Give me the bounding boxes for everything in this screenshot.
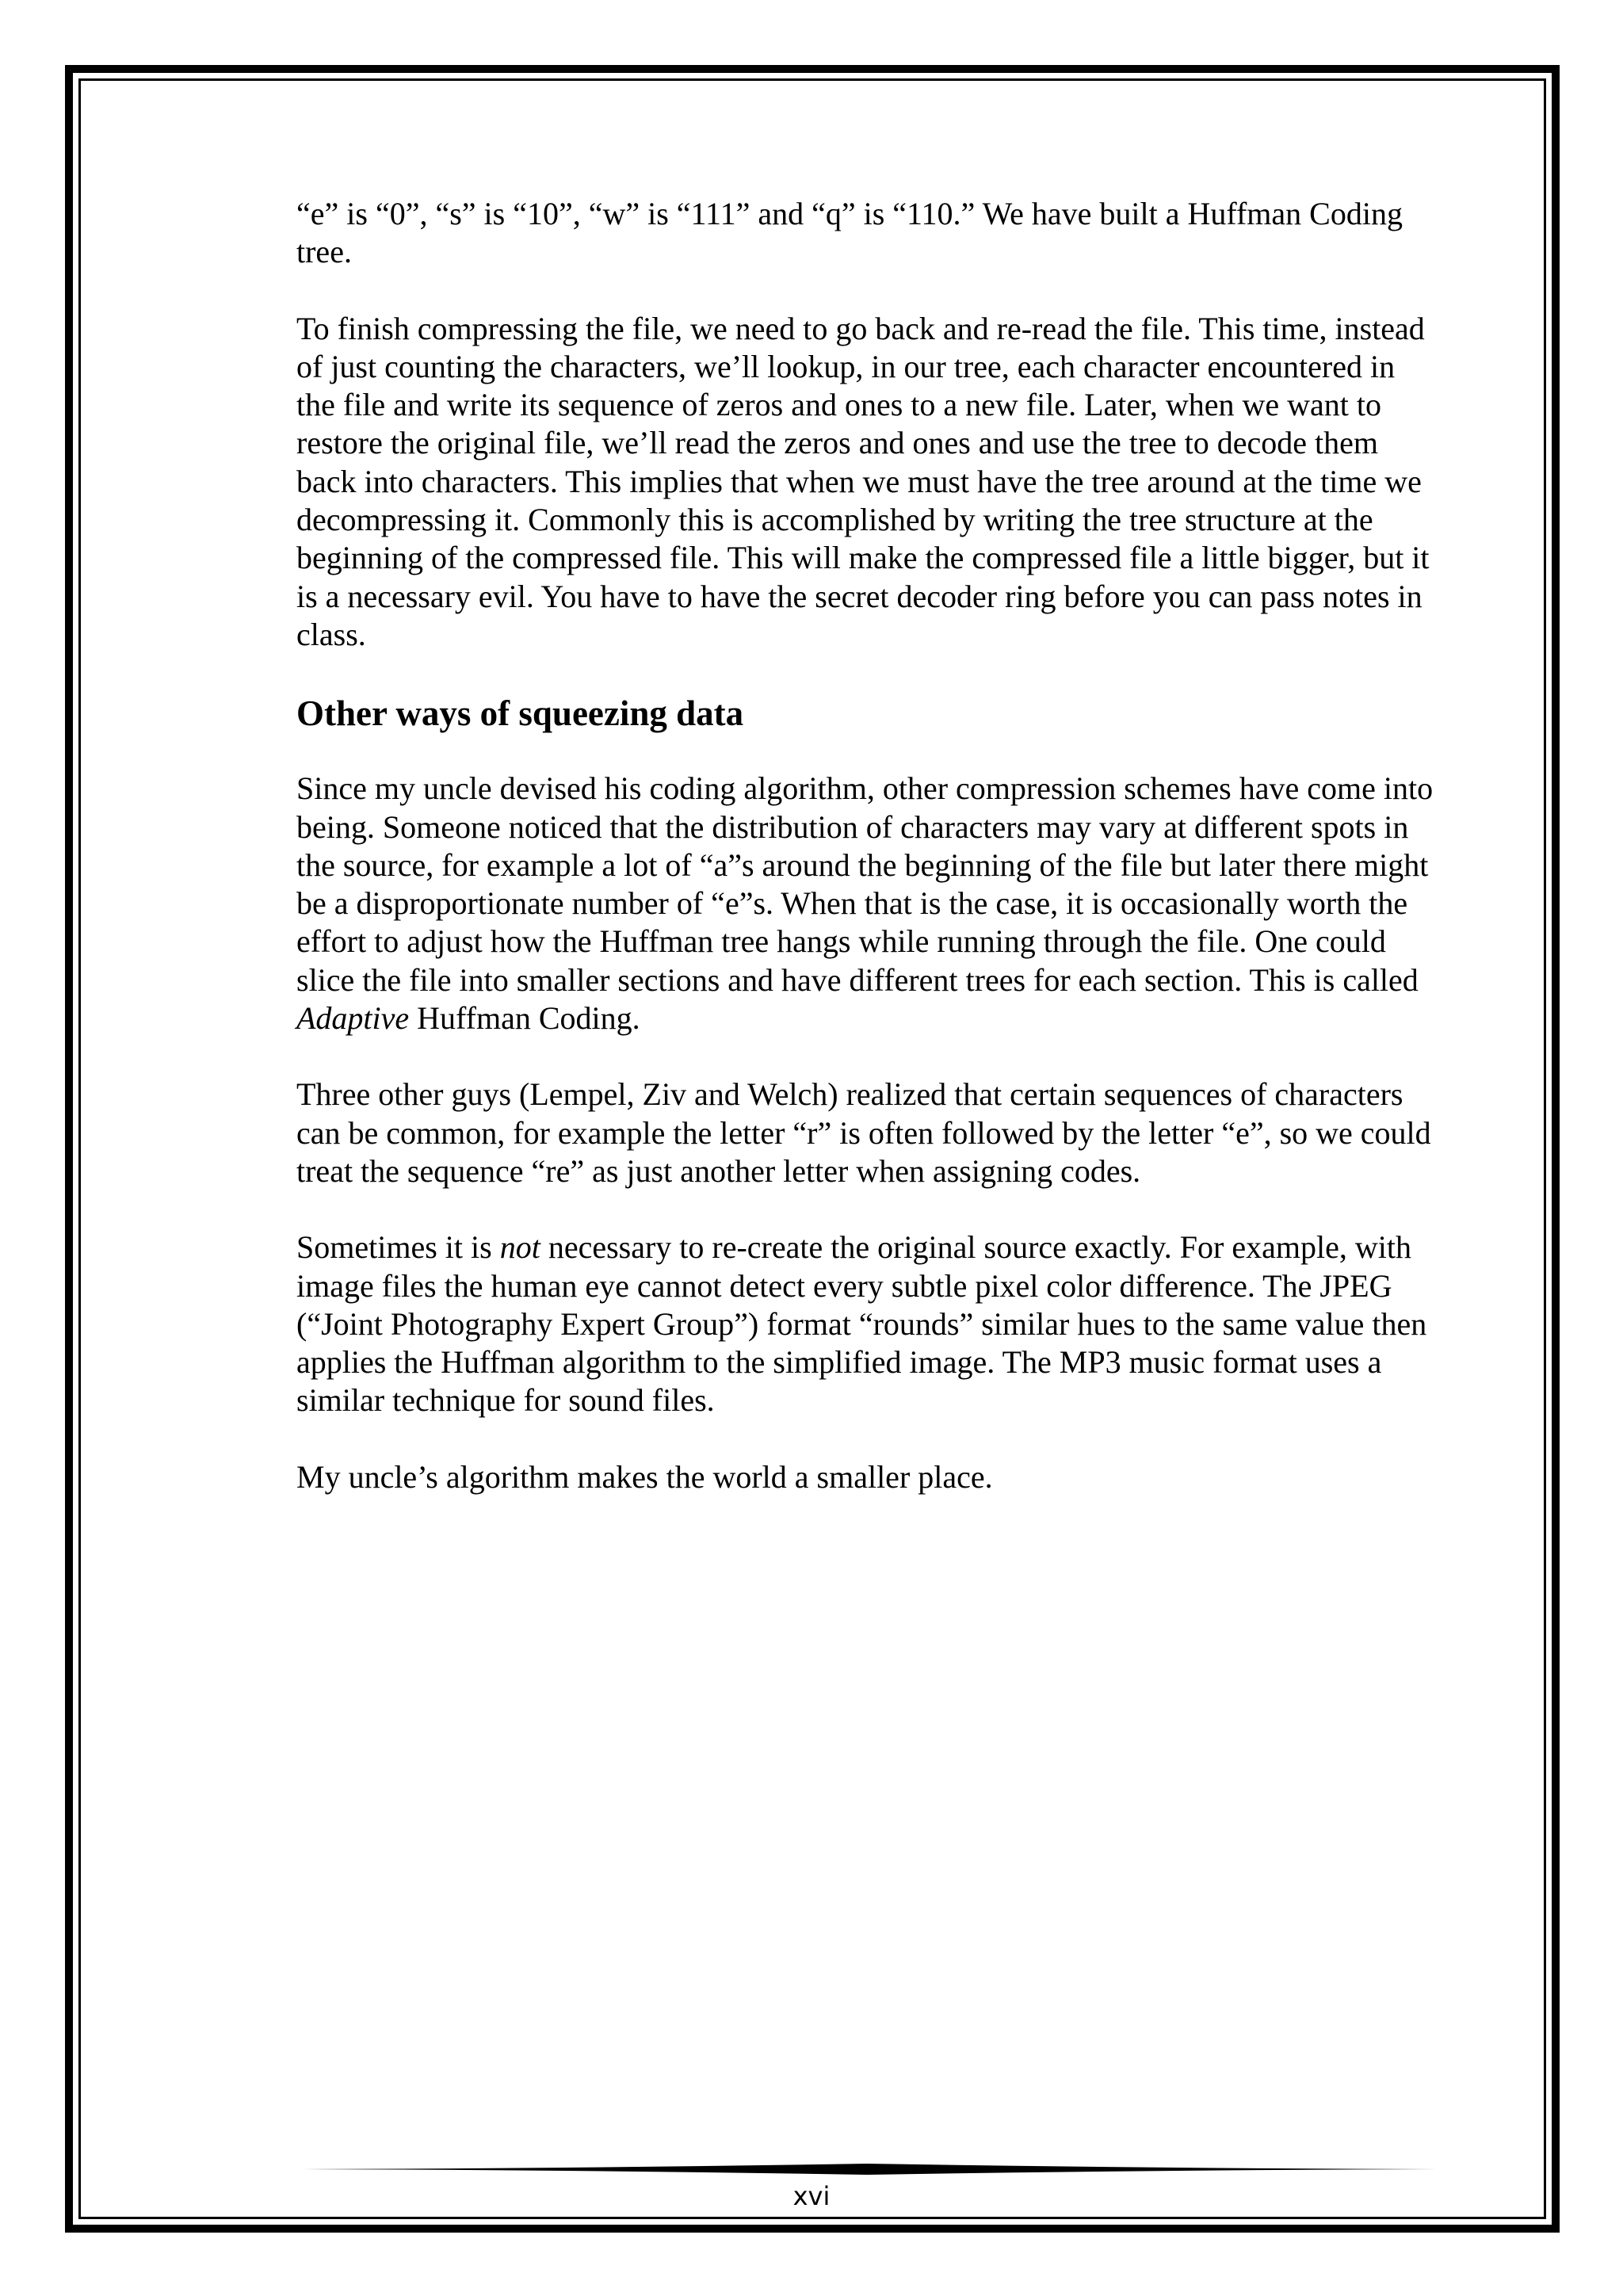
emphasis-not: not — [499, 1229, 540, 1266]
page-body — [296, 195, 1438, 1534]
paragraph-huffman-tree: “e” is “0”, “s” is “10”, “w” is “111” and “q” is “110.” We have built a Huffman Coding tree. — [296, 196, 1403, 270]
footer-divider — [296, 2157, 1438, 2181]
section-heading: Other ways of squeezing data — [296, 693, 744, 734]
paragraph-lzw: Three other guys (Lempel, Ziv and Welch) realized that certain sequences of characters can be common, for example the letter “r” is often followed by the letter “e”, so we could treat the sequence “re” as just another letter when assigning codes. — [296, 1076, 1431, 1189]
paragraph-adaptive-text-end: Huffman Coding. — [409, 1000, 640, 1037]
paragraph-lossy-text: Sometimes it is — [296, 1229, 500, 1266]
paragraph-adaptive — [296, 770, 1438, 1037]
paragraph-compress-file: To finish compressing the file, we need to go back and re-read the file. This time, instead of just counting the characters, we’ll lookup, in our tree, each character encountered in the file and write its sequence of zeros and ones to a new file. Later, when we want to restore the original file, we’ll read the zeros and ones and use the tree to decode them back into characters. This implies that when we must have the tree around at the time we decompressing it. Commonly this is accomplished by writing the tree structure at the beginning of the compressed file. This will make the compressed file a little bigger, but it is a necessary evil. You have to have the secret decoder ring before you can pass notes in class. — [296, 310, 1430, 652]
paragraph-lossy-text-end: necessary to re-create the original source exactly. For example, with image files the human eye cannot detect every subtle pixel color difference. The JPEG (“Joint Photography Expert Group”) format “rounds” similar hues to the same value then applies the Huffman algorithm to the simplified image. The MP3 music format uses a similar technique for sound files. — [296, 1229, 1427, 1419]
emphasis-adaptive: Adaptive — [296, 1000, 410, 1037]
paragraph-closing: My uncle’s algorithm makes the world a smaller place. — [296, 1458, 993, 1495]
paragraph-adaptive-text: Since my uncle devised his coding algorithm, other compression schemes have come into being. Someone noticed that the distribution of characters may vary at different spots in the source, for example a lot of “a”s around the beginning of the file but later there might be a disproportionate number of “e”s. When that is the case, it is occasionally worth the effort to adjust how the Huffman tree hangs while running through the file. One could slice the file into smaller sections and have different trees for each section. This is called — [296, 770, 1434, 998]
page-number: xvi — [792, 2181, 831, 2211]
paragraph-lossy — [296, 1228, 1438, 1419]
